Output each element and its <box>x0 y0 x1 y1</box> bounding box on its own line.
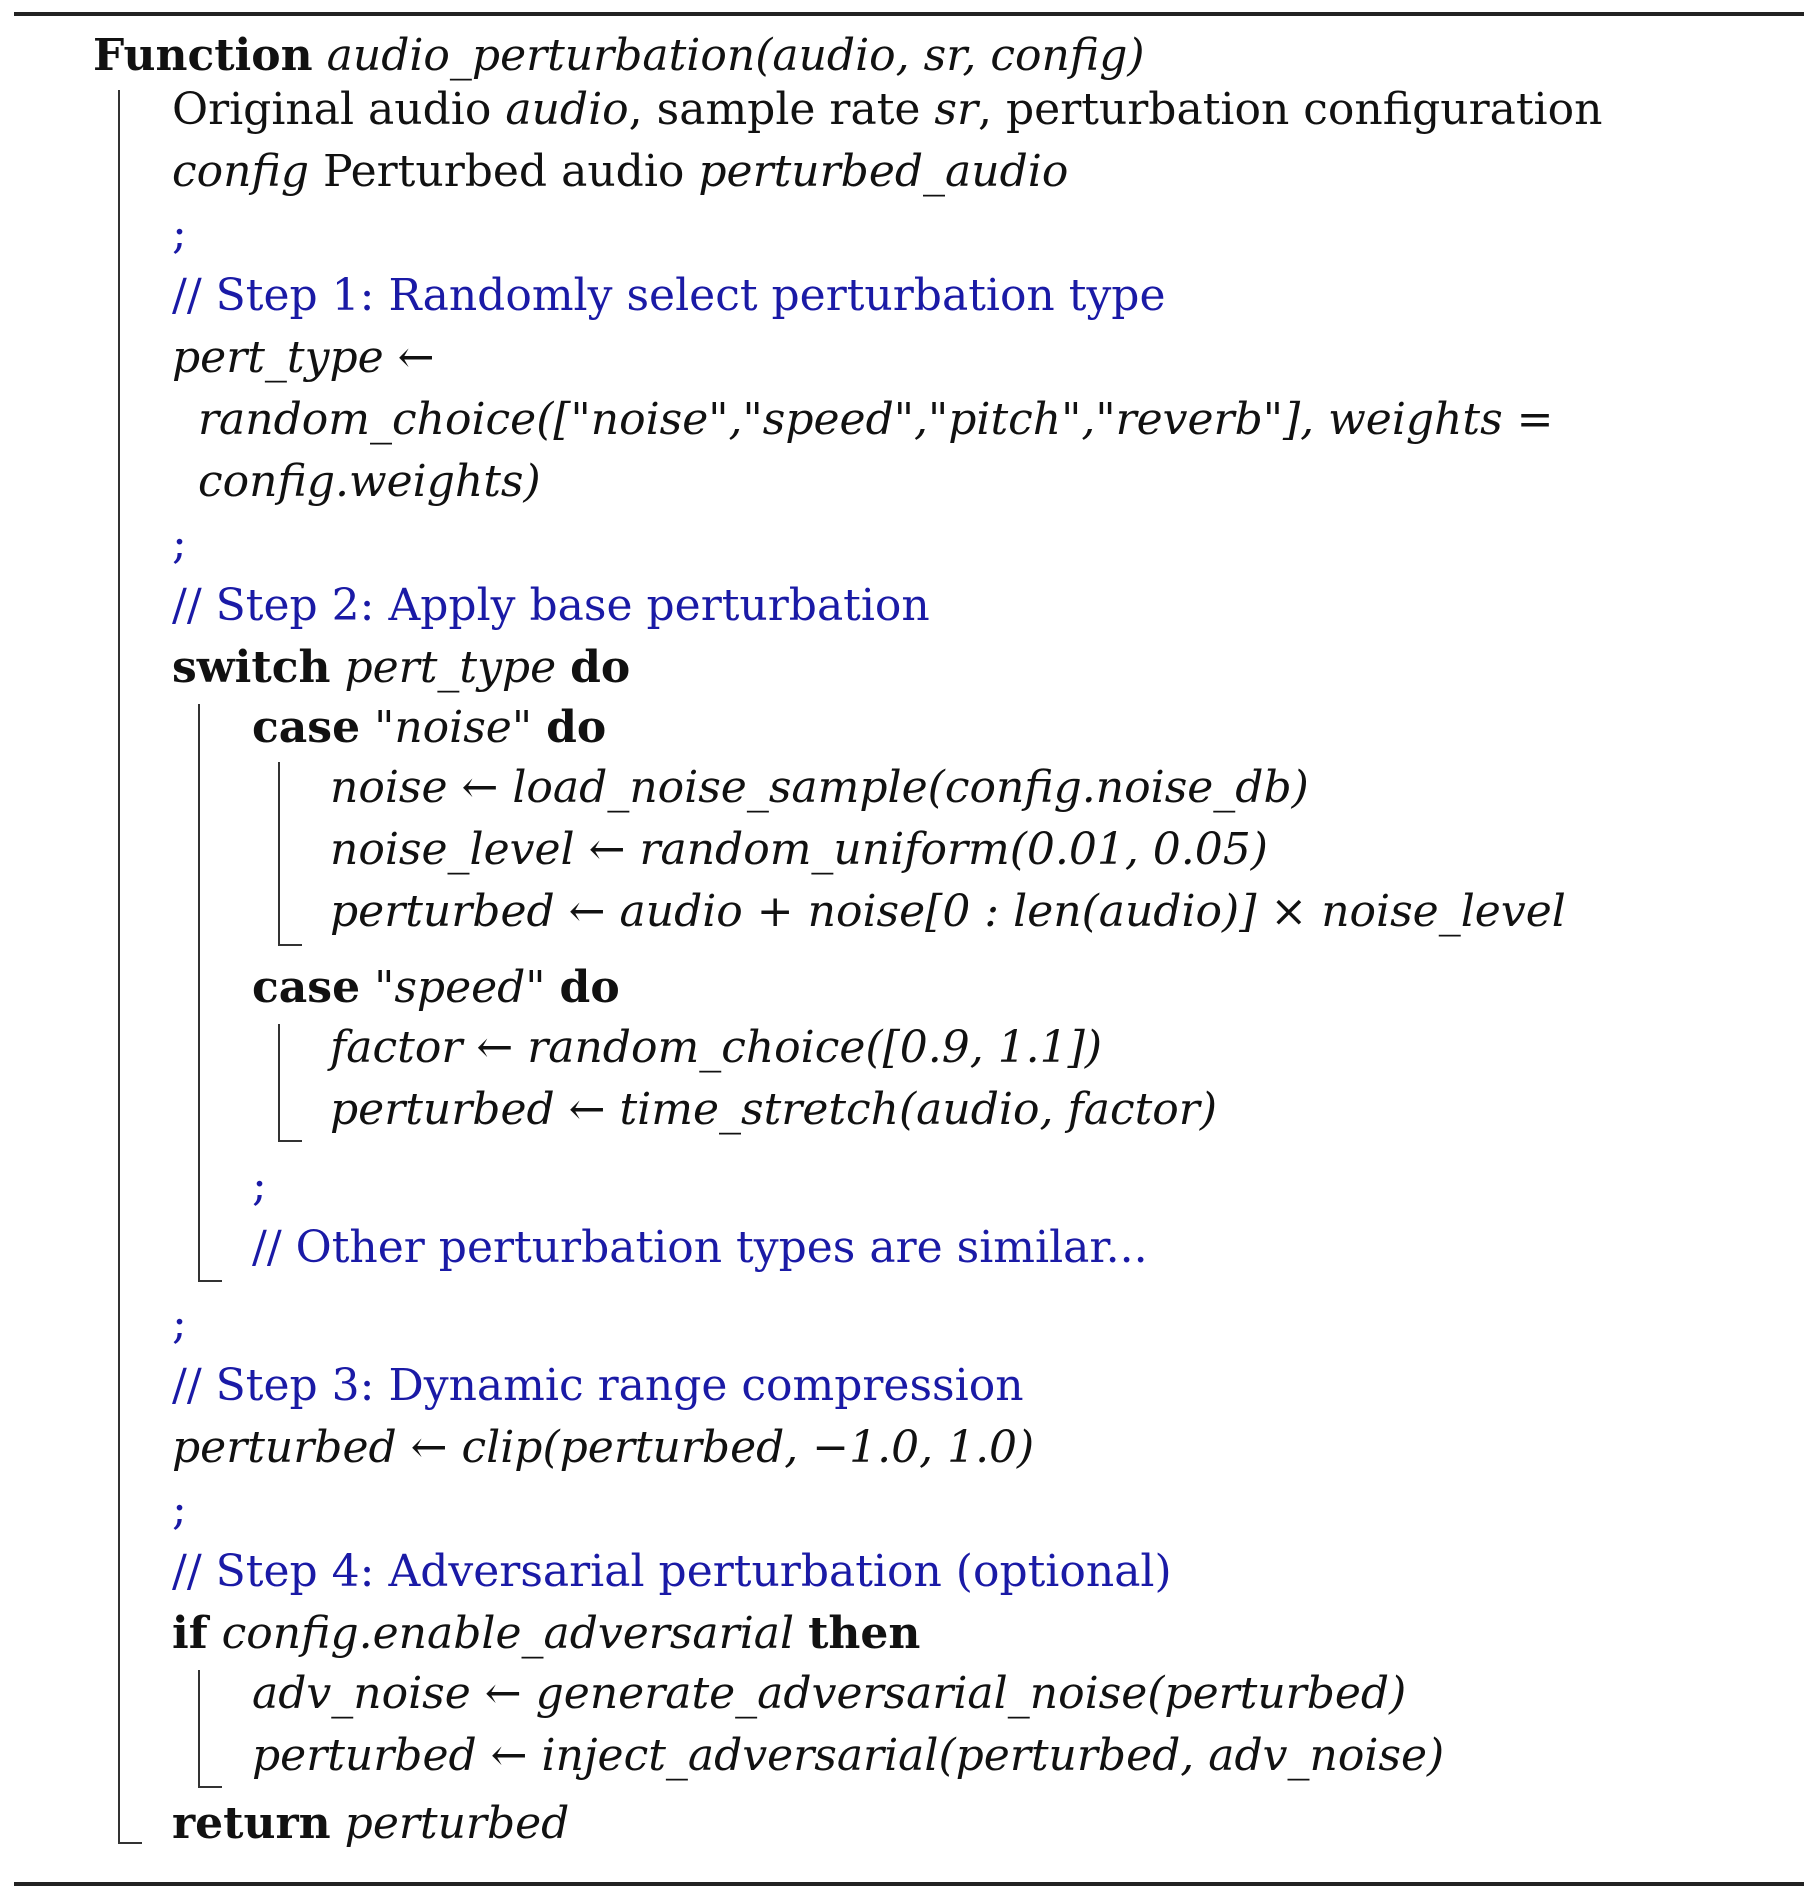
function-header <box>93 28 1145 84</box>
speed-line-2: perturbed ← time_stretch(audio, factor) <box>330 1084 1217 1135</box>
speed-line-1: factor ← random_choice([0.9, 1.1]) <box>330 1022 1102 1073</box>
step1-assign: pert_type ← <box>172 332 435 383</box>
step4-comment: // Step 4: Adversarial perturbation (optional) <box>172 1546 1172 1597</box>
switch-statement: switch pert_type do <box>172 642 631 693</box>
step1-call: random_choice(["noise","speed","pitch","reverb"], weights = <box>198 394 1554 445</box>
semicolon: ; <box>172 1298 187 1349</box>
if-block-bar <box>198 1670 222 1788</box>
other-types-comment: // Other perturbation types are similar... <box>252 1222 1148 1273</box>
if-statement: if config.enable_adversarial then <box>172 1608 921 1659</box>
step1-call-cont: config.weights) <box>198 456 541 507</box>
semicolon: ; <box>172 1484 187 1535</box>
step3-comment: // Step 3: Dynamic range compression <box>172 1360 1024 1411</box>
noise-line-3: perturbed ← audio + noise[0 : len(audio)] × noise_level <box>330 886 1566 937</box>
function-keyword: Function <box>93 30 313 81</box>
adv-line-2: perturbed ← inject_adversarial(perturbed, adv_noise) <box>252 1730 1445 1781</box>
step2-comment: // Step 2: Apply base perturbation <box>172 580 930 631</box>
function-block-bar <box>118 90 142 1844</box>
semicolon: ; <box>172 208 187 259</box>
case-noise-block-bar <box>278 762 302 946</box>
io-line-2: config Perturbed audio perturbed_audio <box>172 146 1069 197</box>
case-speed-block-bar <box>278 1024 302 1142</box>
step3-clip: perturbed ← clip(perturbed, −1.0, 1.0) <box>172 1422 1035 1473</box>
bottom-rule <box>14 1882 1804 1886</box>
case-speed: case "speed" do <box>252 962 620 1013</box>
function-signature: audio_perturbation(audio, sr, config) <box>326 30 1145 81</box>
noise-line-1: noise ← load_noise_sample(config.noise_db) <box>330 762 1309 813</box>
case-noise: case "noise" do <box>252 702 607 753</box>
switch-block-bar <box>198 704 222 1282</box>
step1-comment: // Step 1: Randomly select perturbation type <box>172 270 1166 321</box>
io-line-1: Original audio audio, sample rate sr, perturbation configuration <box>172 84 1603 135</box>
noise-line-2: noise_level ← random_uniform(0.01, 0.05) <box>330 824 1268 875</box>
top-rule <box>14 12 1804 16</box>
adv-line-1: adv_noise ← generate_adversarial_noise(perturbed) <box>252 1668 1407 1719</box>
semicolon: ; <box>252 1160 267 1211</box>
return-statement: return perturbed <box>172 1798 570 1849</box>
semicolon: ; <box>172 518 187 569</box>
